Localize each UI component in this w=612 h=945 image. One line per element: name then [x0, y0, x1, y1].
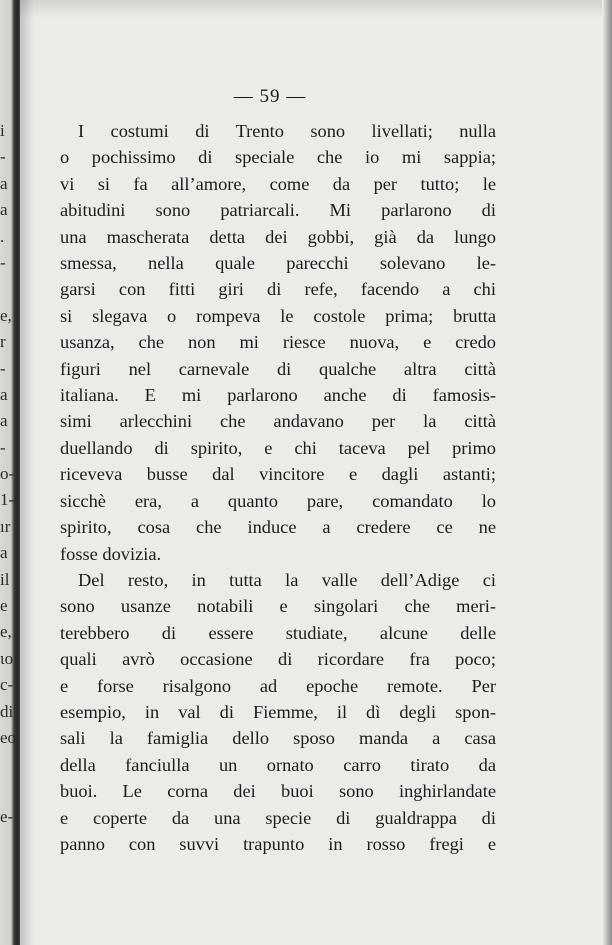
facing-page-fragment: di [0, 701, 14, 721]
facing-page-fragment: il [0, 569, 10, 589]
text-line: italiana. E mi parlarono anche di famosis- [60, 385, 496, 406]
text-line: figuri nel carnevale di qualche altra città [60, 358, 496, 379]
facing-page-fragment: a [0, 543, 8, 563]
facing-page-fragment: 1- [0, 490, 15, 510]
text-line: I costumi di Trento sono livellati; nulla [78, 121, 496, 141]
text-line: si slegava o rompeva le costole prima; brutta [60, 305, 496, 326]
facing-page-fragment [0, 276, 14, 302]
facing-page-fragment: o- [0, 464, 15, 484]
text-line: Del resto, in tutta la valle dell’Adige ci [78, 569, 496, 590]
facing-page-fragment: eo [0, 727, 17, 747]
text-line: spirito, cosa che induce a credere ce ne [60, 517, 496, 538]
facing-page-fragment [0, 831, 14, 857]
text-line: sicchè era, a quanto pare, comandato lo [60, 490, 496, 511]
facing-page-fragment: r [0, 332, 6, 352]
text-line: duellando di spirito, e chi taceva pel primo [60, 437, 496, 458]
text-line: riceveva busse dal vincitore e dagli astanti; [60, 464, 496, 485]
facing-page-fragment: e [0, 596, 8, 616]
text-line: sali la famiglia dello sposo manda a casa [60, 728, 496, 749]
page-number: — 59 — [233, 86, 307, 107]
top-edge-shade [20, 0, 602, 18]
facing-page-fragment: i [0, 121, 5, 140]
facing-page-fragment: e, [0, 305, 12, 325]
facing-page-fragment: ιο [0, 648, 14, 668]
facing-page-fragment: ır [0, 516, 11, 536]
facing-page-fragment: c- [0, 675, 14, 695]
facing-page-fragment [0, 778, 14, 804]
facing-page-fragment: - [0, 437, 6, 457]
text-line: terebbero di essere studiate, alcune delle [60, 622, 496, 643]
text-line: quali avrò occasione di ricordare fra poco; [60, 649, 496, 670]
gutter-shadow [20, 0, 34, 945]
facing-page-fragment: e- [0, 807, 14, 827]
text-line: sono usanze notabili e singolari che meri- [60, 596, 496, 617]
text-line: e forse risalgono ad epoche remote. Per [60, 675, 496, 696]
text-line: buoi. Le corna dei buoi sono inghirlandate [60, 781, 496, 802]
text-line: abitudini sono patriarcali. Mi parlarono di [60, 200, 496, 221]
text-line: garsi con fitti giri di refe, facendo a chi [60, 279, 496, 300]
text-line: simi arlecchini che andavano per la città [60, 411, 496, 432]
text-line: una mascherata detta dei gobbi, già da lungo [60, 226, 496, 247]
text-line: smessa, nella quale parecchi solevano le- [60, 253, 496, 274]
facing-page-fragment: a [0, 173, 8, 193]
text-line: vi si fa all’amore, come da per tutto; le [60, 173, 496, 194]
facing-page-fragment: a [0, 200, 8, 220]
facing-page-fragment: - [0, 358, 6, 378]
text-line: esempio, in val di Fiemme, il dì degli spon- [60, 701, 496, 722]
text-line: fosse dovizia. [60, 543, 162, 564]
facing-page-fragment [0, 751, 14, 777]
text-line: e coperte da una specie di gualdrappa di [60, 807, 496, 828]
facing-page-fragment: a [0, 384, 8, 404]
text-line: o pochissimo di speciale che io mi sappia; [60, 147, 496, 168]
facing-page-fragment: a [0, 411, 8, 431]
facing-page-fragment: - [0, 252, 6, 272]
facing-page-fragment: . [0, 226, 5, 246]
facing-page-fragment: - [0, 147, 6, 167]
text-line: panno con suvvi trapunto in rosso fregi e [60, 833, 496, 854]
body-text [60, 118, 496, 857]
text-line: della fanciulla un ornato carro tirato da [60, 754, 496, 775]
facing-page-fragment: e, [0, 622, 12, 642]
facing-page-fragments [0, 118, 17, 857]
text-line: usanza, che non mi riesce nuova, e credo [60, 332, 496, 353]
page-right-edge [602, 0, 612, 945]
